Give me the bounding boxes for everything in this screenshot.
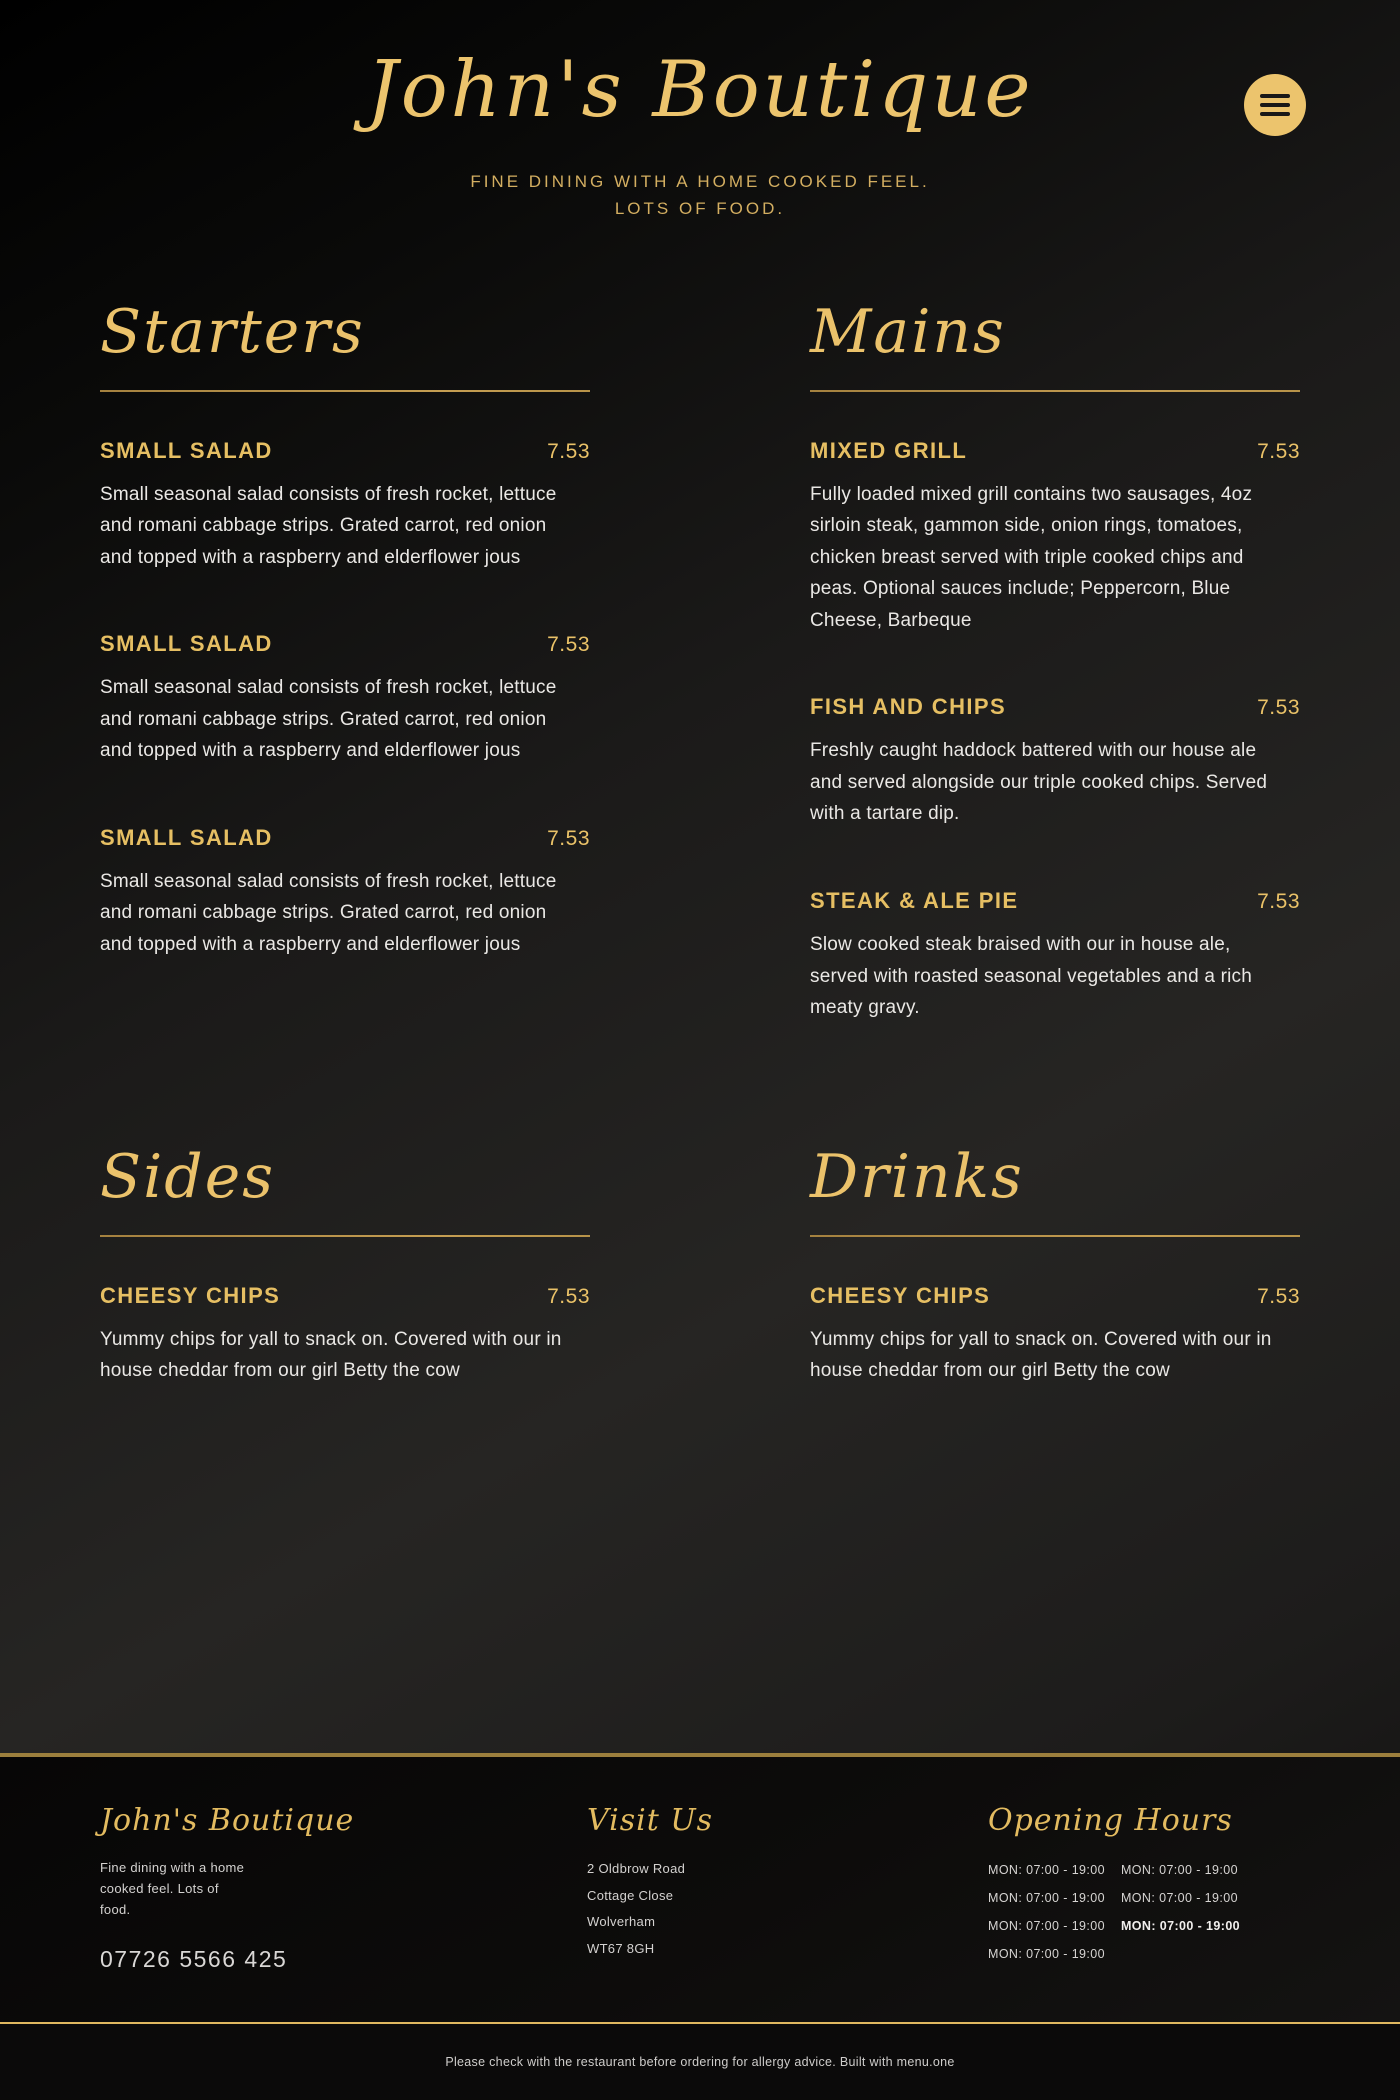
menu-grid [0, 295, 1400, 1387]
hours-entry: MON: 07:00 - 19:00 [988, 1891, 1105, 1905]
address-block [587, 1856, 988, 1963]
item-name: SMALL SALAD [100, 437, 273, 463]
section-heading: Starters [100, 296, 365, 367]
menu-item [100, 631, 590, 767]
address-line: 2 Oldbrow Road [587, 1861, 686, 1876]
footer-brand: John's Boutique [100, 1803, 355, 1838]
item-description: Fully loaded mixed grill contains two sausages, 4oz sirloin steak, gammon side, onion rings, tomatoes, chicken breast served with triple cooked chips and peas. Optional sauces include; Peppercorn, Blue Cheese, Barbeque [810, 483, 1253, 631]
section-underline [810, 1235, 1300, 1237]
menu-button[interactable] [1244, 74, 1306, 136]
item-price: 7.53 [547, 826, 590, 850]
item-description: Slow cooked steak braised with our in house ale, served with roasted seasonal vegetables and a rich meaty gravy. [810, 934, 1252, 1019]
section-sides [100, 1140, 590, 1387]
menu-item [810, 888, 1300, 1024]
item-price: 7.53 [1257, 890, 1300, 913]
menu-item [100, 438, 590, 574]
item-name: STEAK & ALE PIE [810, 888, 1019, 913]
menu-item [810, 438, 1300, 637]
hamburger-icon [1260, 94, 1290, 116]
address-line: WT67 8GH [587, 1940, 655, 1956]
footer-brand-column [100, 1803, 587, 2022]
footer [0, 1753, 1400, 2022]
item-price: 7.53 [1257, 1284, 1300, 1308]
item-description: Small seasonal salad consists of fresh rocket, lettuce and romani cabbage strips. Grated carrot, red onion and topped with a raspberry and elderflower jous [100, 483, 557, 568]
item-description: Small seasonal salad consists of fresh rocket, lettuce and romani cabbage strips. Grated carrot, red onion and topped with a raspberry and elderflower jous [100, 677, 557, 762]
item-price: 7.53 [547, 633, 590, 657]
item-name: FISH AND CHIPS [810, 694, 1007, 720]
menu-item [810, 694, 1300, 830]
address-line: Wolverham [587, 1914, 656, 1930]
footer-tagline: Fine dining with a home cooked feel. Lots of food. [100, 1860, 245, 1917]
section-drinks [810, 1140, 1300, 1387]
hours-entry: MON: 07:00 - 19:00 [988, 1863, 1105, 1877]
brand-subtitle [0, 168, 1400, 223]
footer-phone[interactable]: 07726 5566 425 [100, 1946, 288, 1973]
hours-grid [988, 1856, 1340, 1968]
item-name: SMALL SALAD [100, 631, 273, 657]
address-line: Cottage Close [587, 1887, 674, 1903]
section-heading: Drinks [810, 1141, 1024, 1212]
section-starters [100, 295, 590, 1024]
hours-column-2 [1121, 1856, 1240, 1968]
item-name: MIXED GRILL [810, 437, 968, 463]
hours-entry: MON: 07:00 - 19:00 [1120, 1863, 1238, 1877]
header [0, 0, 1400, 223]
subtitle-line-1: FINE DINING WITH A HOME COOKED FEEL. [470, 171, 930, 191]
section-heading: Sides [100, 1141, 275, 1212]
menu-item [810, 1283, 1300, 1387]
footer-visit-column [587, 1803, 988, 2022]
section-mains [810, 295, 1300, 1024]
menu-item [100, 1283, 590, 1387]
hours-column-1 [988, 1856, 1105, 1968]
section-underline [100, 390, 590, 392]
item-description: Freshly caught haddock battered with our house ale and served alongside our triple cooked chips. Served with a tartare dip. [810, 740, 1268, 825]
item-price: 7.53 [1257, 696, 1300, 720]
hours-entry: MON: 07:00 - 19:00 [1120, 1891, 1238, 1905]
item-description: Yummy chips for yall to snack on. Covered with our in house cheddar from our girl Betty the cow [100, 1328, 562, 1382]
hours-entry: MON: 07:00 - 19:00 [988, 1919, 1105, 1933]
subtitle-line-2: LOTS OF FOOD. [614, 199, 786, 219]
item-name: CHEESY CHIPS [100, 1282, 281, 1308]
page-title: John's Boutique [366, 45, 1034, 135]
menu-item [100, 825, 590, 961]
section-heading: Mains [810, 296, 1006, 367]
hours-entry: MON: 07:00 - 19:00 [1120, 1919, 1241, 1933]
bottom-bar [0, 2022, 1400, 2100]
item-name: CHEESY CHIPS [810, 1282, 991, 1308]
footer-hours-column [988, 1803, 1340, 2022]
item-price: 7.53 [547, 1284, 590, 1308]
section-underline [810, 390, 1300, 392]
section-underline [100, 1235, 590, 1237]
visit-us-heading: Visit Us [587, 1803, 713, 1838]
item-price: 7.53 [547, 439, 590, 463]
opening-hours-heading: Opening Hours [988, 1803, 1233, 1838]
item-description: Small seasonal salad consists of fresh rocket, lettuce and romani cabbage strips. Grated carrot, red onion and topped with a raspberry and elderflower jous [100, 870, 557, 955]
allergy-notice: Please check with the restaurant before ordering for allergy advice. Built with menu.one [445, 2055, 955, 2069]
item-description: Yummy chips for yall to snack on. Covered with our in house cheddar from our girl Betty the cow [810, 1328, 1272, 1382]
item-name: SMALL SALAD [100, 824, 273, 850]
item-price: 7.53 [1257, 439, 1300, 463]
hours-entry: MON: 07:00 - 19:00 [988, 1947, 1105, 1961]
